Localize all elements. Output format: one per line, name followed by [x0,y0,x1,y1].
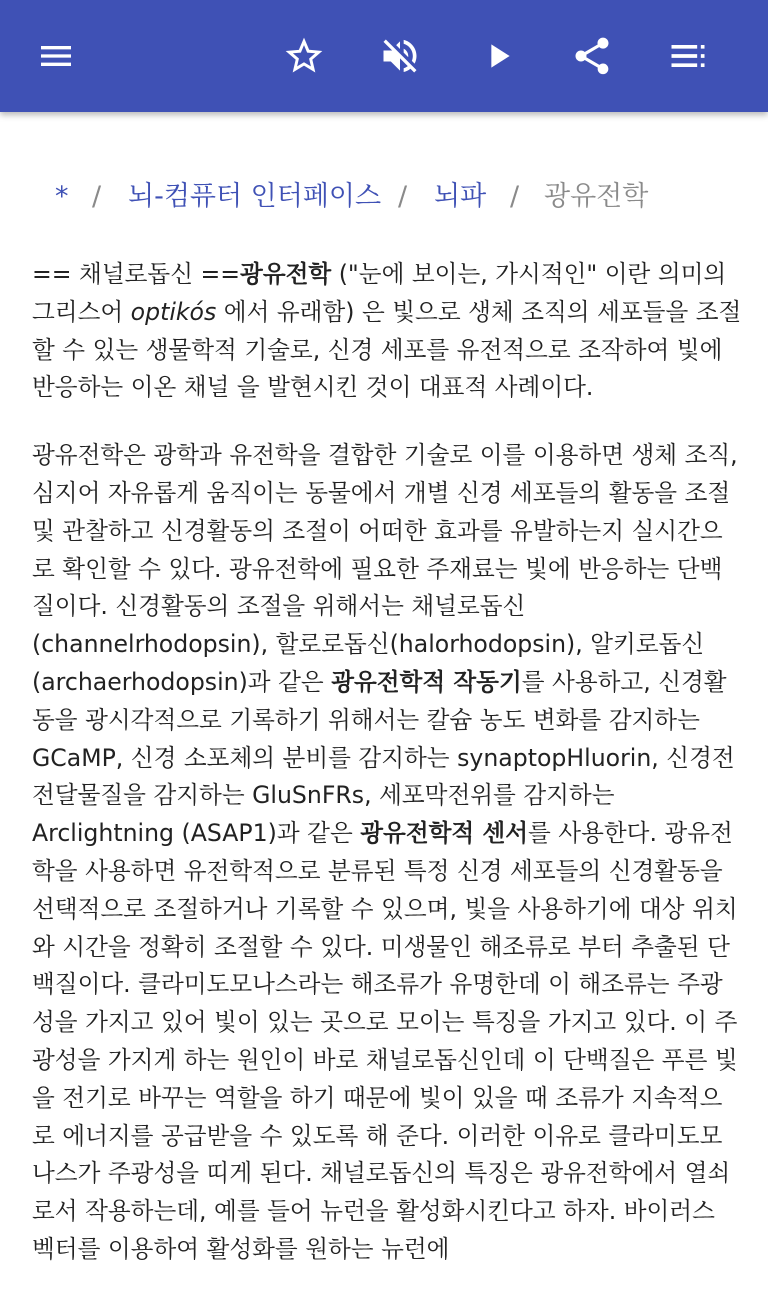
play-icon [478,36,518,76]
greek-term: optikós [130,297,217,326]
article-paragraph: == 채널로돕신 ==광유전학 ("눈에 보이는, 가시적인" 이란 의미의 그리스어 optikós 에서 유래함) 은 빛으로 생체 조직의 세포들을 조절할 수 있는 생물학적 기술로, 신경 세포를 유전적으로 조작하여 빛에 반응하는 이온 채널 을 발현시킨 것이 대표적 사례이다. [32,260,742,402]
breadcrumb-current: 광유전학 [544,181,649,212]
breadcrumb-item-bci[interactable]: 뇌-컴퓨터 인터페이스 [128,181,382,212]
breadcrumb-separator: / [398,181,408,212]
article-term: 광유전학 [240,260,332,288]
article-content [32,256,742,1299]
star-icon [282,34,326,78]
menu-icon [36,36,76,76]
breadcrumb-separator: / [92,181,102,212]
article-term: 광유전학적 작동기 [331,667,522,696]
share-button[interactable] [560,24,624,88]
favorite-button[interactable] [272,24,336,88]
contents-button[interactable] [656,24,720,88]
play-button[interactable] [466,24,530,88]
article-term: 광유전학적 센서 [360,819,529,848]
breadcrumb [0,172,768,222]
breadcrumb-separator: / [510,181,520,212]
section-heading-text: == 채널로돕신 == [32,260,241,288]
playlist-icon [666,34,710,78]
article-paragraph: 광유전학은 광학과 유전학을 결합한 기술로 이를 이용하면 생체 조직, 심지어 자유롭게 움직이는 동물에서 개별 신경 세포들의 활동을 조절 및 관찰하고 신경활동의 조절이 어떠한 효과를 유발하는지 실시간으로 확인할 수 있다. 광유전학에 필요한 주재료는 빛에 반응하는 단백질이다. 신경활동의 조절을 위해서는 채널로돕신 (channelrhodopsin), 할로로돕신(halorhodopsin), 알키로돕신 (archaerhodopsin)과 같은 광유전학적 작동기를 사용하고, 신경활동을 광시각적으로 기록하기 위해서는 칼슘 농도 변화를 감지하는 GCaMP, 신경 소포체의 분비를 감지하는 synaptopHluorin, 신경전전달물질을 감지하는 GluSnFRs, 세포막전위를 감지하는 Arclightning (ASAP1)과 같은 광유전학적 센서를 사용한다. 광유전학을 사용하면 유전학적으로 분류된 특정 신경 세포들의 신경활동을 선택적으로 조절하거나 기록할 수 있으며, 빛을 사용하기에 대상 위치와 시간을 정확히 조절할 수 있다. 미생물인 해조류로 부터 추출된 단백질이다. 클라미도모나스라는 해조류가 유명한데 이 해조류는 주광성을 가지고 있어 빛이 있는 곳으로 모이는 특징을 가지고 있다. 이 주광성을 가지게 하는 원인이 바로 채널로돕신인데 이 단백질은 푸른 빛을 전기로 바꾸는 역할을 하기 때문에 빛이 있을 때 조류가 지속적으로 에너지를 공급받을 수 있도록 해 준다. 이러한 이유로 클라미도모나스가 주광성을 띠게 된다. 채널로돕신의 특징은 광유전학에서 열쇠로서 작용하는데, 예를 들어 뉴런을 활성화시킨다고 하자. 바이러스 벡터를 이용하여 활성화를 원하는 뉴런에 [32,441,738,1263]
volume-off-icon [378,34,422,78]
menu-button[interactable] [24,24,88,88]
breadcrumb-item-brainwave[interactable]: 뇌파 [434,181,487,212]
app-bar [0,0,768,112]
mute-button[interactable] [368,24,432,88]
share-icon [570,34,614,78]
breadcrumb-item-home[interactable]: * [55,181,69,212]
